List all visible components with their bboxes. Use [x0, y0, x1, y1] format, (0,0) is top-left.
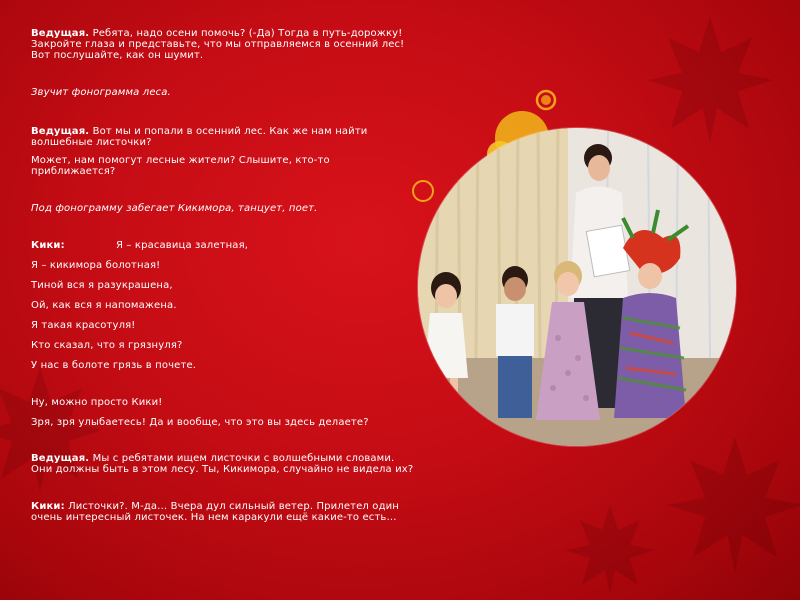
kiki-verse-first-line [31, 240, 416, 251]
paragraph-text: Вот мы и попали в осенний лес. Как же нам найти волшебные листочки? [31, 126, 368, 148]
circular-photo [418, 128, 736, 446]
verse-line: Я – кикимора болотная! [31, 260, 161, 271]
paragraph-forest [31, 126, 416, 148]
speaker-label: Ведущая. [31, 453, 90, 464]
verse-line: Ну, можно просто Кики! [31, 397, 163, 408]
maple-leaf-decoration [560, 500, 660, 600]
paragraph-leaf [31, 501, 416, 523]
stage-direction: Звучит фонограмма леса. [31, 87, 171, 98]
verse-line: Кто сказал, что я грязнуля? [31, 340, 183, 351]
stage-direction: Под фонограмму забегает Кикимора, танцует, поет. [31, 203, 318, 214]
verse-line: У нас в болоте грязь в почете. [31, 360, 197, 371]
paragraph-text: Мы с ребятами ищем листочки с волшебными словами. Они должны быть в этом лесу. Ты, Кикимора, случайно не видела их? [31, 453, 414, 475]
verse-line: Зря, зря улыбаетесь! Да и вообще, что это вы здесь делаете? [31, 417, 369, 428]
verse-line: Я такая красотуля! [31, 320, 136, 331]
paragraph-search [31, 453, 416, 475]
speaker-label: Ведущая. [31, 28, 90, 39]
paragraph-text: Может, нам помогут лесные жители? Слышите, кто-то приближается? [31, 155, 330, 177]
verse-line: Ой, как вся я напомажена. [31, 300, 177, 311]
verse-line: Я – красавица залетная, [116, 240, 249, 251]
maple-leaf-decoration [640, 10, 780, 150]
paragraph-intro [31, 28, 416, 61]
paragraph-text: Ребята, надо осени помочь? (-Да) Тогда в путь-дорожку! Закройте глаза и представьте, что мы отправляемся в осенний лес! Вот послушайте, как он шумит. [31, 28, 405, 61]
script-text [31, 28, 416, 523]
speaker-label: Ведущая. [31, 126, 90, 137]
speaker-label: Кики: [31, 501, 65, 512]
maple-leaf-decoration [660, 430, 800, 580]
photo-illustration [418, 128, 736, 446]
speaker-label: Кики: [31, 240, 65, 251]
paragraph-text: Листочки?. М-да… Вчера дул сильный ветер. Прилетел один очень интересный листочек. На нем каракули ещё какие-то есть… [31, 501, 399, 523]
verse-line: Тиной вся я разукрашена, [31, 280, 173, 291]
